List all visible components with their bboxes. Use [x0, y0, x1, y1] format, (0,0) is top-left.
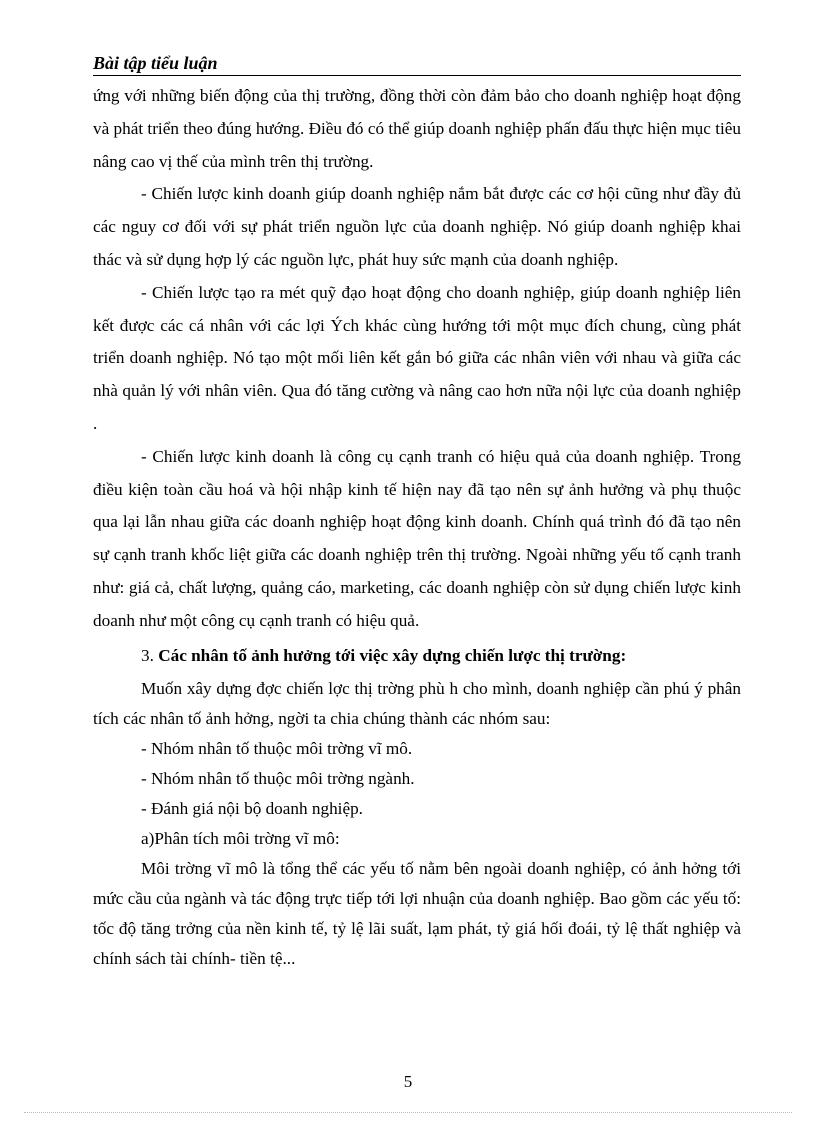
subsection-heading: a)Phân tích môi trờng vĩ mô: [141, 828, 340, 848]
section-title: Các nhân tố ảnh hưởng tới việc xây dựng chiến lược thị trường: [158, 645, 627, 665]
document-body [93, 80, 741, 974]
list-item-macro: - Nhóm nhân tố thuộc môi trờng vĩ mô. [141, 738, 413, 758]
paragraph-bullet-1: - Chiến lược kinh doanh giúp doanh nghiệp nắm bắt được các cơ hội cũng như đầy đủ các nguy cơ đối với sự phát triển nguồn lực của doanh nghiệp. Nó giúp doanh nghiệp khai thác và sử dụng hợp lý các nguồn lực, phát huy sức mạnh của doanh nghiệp. [93, 184, 741, 269]
running-header: Bài tập tiểu luận [93, 52, 741, 76]
section-paragraph-macro: Môi trờng vĩ mô là tổng thể các yếu tố nằm bên ngoài doanh nghiệp, có ảnh hởng tới mức cầu của ngành và tác động trực tiếp tới lợi nhuận của doanh nghiệp. Bao gồm các yếu tố: tốc độ tăng trởng của nền kinh tế, tỷ lệ lãi suất, lạm phát, tỷ giá hối đoái, tỷ lệ thất nghiệp và chính sách tài chính- tiền tệ... [93, 858, 741, 968]
footer-divider [24, 1112, 792, 1113]
page-number: 5 [403, 1072, 413, 1091]
paragraph-continuation: ứng với những biến động của thị trường, đồng thời còn đảm bảo cho doanh nghiệp hoạt động và phát triển theo đúng hướng. Điều đó có thể giúp doanh nghiệp phấn đấu thực hiện mục tiêu nâng cao vị thế của mình trên thị trường. [93, 86, 741, 171]
list-item-internal: - Đánh giá nội bộ doanh nghiệp. [141, 798, 363, 818]
section-paragraph-intro: Muốn xây dựng đợc chiến lợc thị trờng phù h cho mình, doanh nghiệp cần phú ý phân tích các nhân tố ảnh hởng, ngời ta chia chúng thành các nhóm sau: [93, 678, 741, 728]
section-heading [93, 638, 741, 674]
paragraph-bullet-3: - Chiến lược kinh doanh là công cụ cạnh tranh có hiệu quả của doanh nghiệp. Trong điều kiện toàn cầu hoá và hội nhập kinh tế hiện nay đã tạo nên sự ảnh hưởng và phụ thuộc qua lại lẫn nhau giữa các doanh nghiệp hoạt động kinh doanh. Chính quá trình đó đã tạo nên sự cạnh tranh khốc liệt giữa các doanh nghiệp trên thị trường. Ngoài những yếu tố cạnh tranh như: giá cả, chất lượng, quảng cáo, marketing, các doanh nghiệp còn sử dụng chiến lược kinh doanh như một công cụ cạnh tranh có hiệu quả. [93, 446, 741, 630]
paragraph-bullet-2: - Chiến lược tạo ra mét quỹ đạo hoạt động cho doanh nghiệp, giúp doanh nghiệp liên kết được các cá nhân với các lợi Ých khác cùng hướng tới một mục đích chung, cùng phát triển doanh nghiệp. Nó tạo một mối liên kết gắn bó giữa các nhân viên với nhau và giữa các nhà quản lý với nhân viên. Qua đó tăng cường và nâng cao hơn nữa nội lực của doanh nghiệp . [93, 282, 741, 433]
list-item-industry: - Nhóm nhân tố thuộc môi trờng ngành. [141, 768, 415, 788]
section-number: 3. [141, 645, 154, 665]
